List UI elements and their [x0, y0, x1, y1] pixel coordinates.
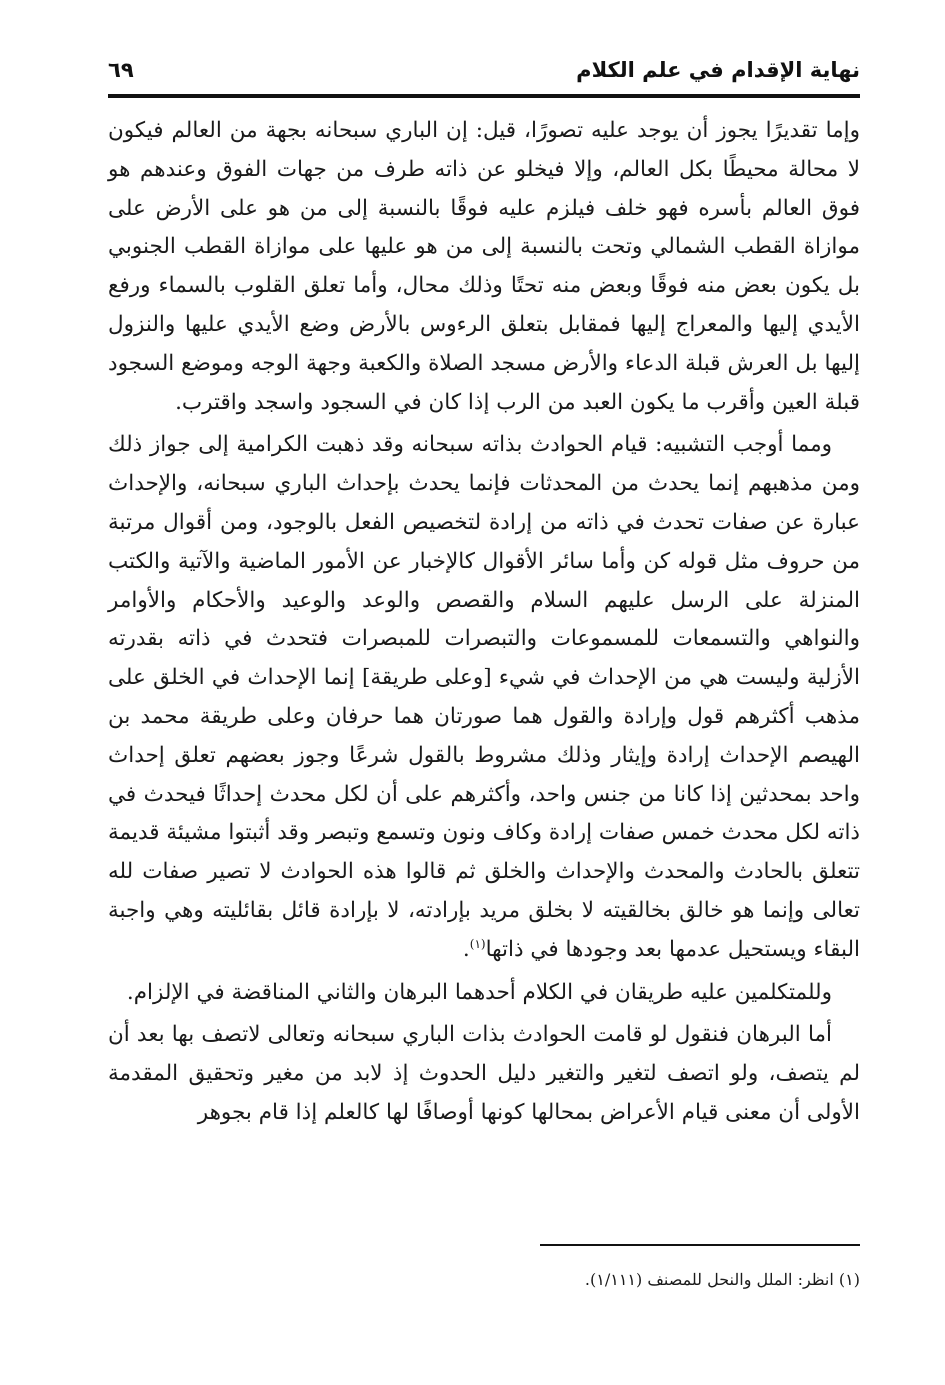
paragraph-end: . [462, 936, 470, 962]
footnote-rule [540, 1244, 860, 1246]
page-number: ٦٩ [108, 58, 134, 82]
paragraph-text: ومما أوجب التشبيه: قيام الحوادث بذاته سبحانه وقد ذهبت الكرامية إلى جواز ذلك ومن مذهبهم إنما يحدث من المحدثات فإنما يحدث بإحداث الباري سبحانه، والإحداث عبارة عن صفات تحدث في ذاته من إرادة لتخصيص الفعل بالوجود، ومن أقوال مرتبة من حروف مثل قوله كن وأما سائر الأقوال كالإخبار عن الأمور الماضية والآتية والكتب المنزلة على الرسل عليهم السلام والقصص والوعد والوعيد والأحكام والأوامر والنواهي والتسمعات للمسموعات والتبصرات للمبصرات فتحدث في ذاته بقدرته الأزلية وليست هي من الإحداث في شيء [وعلى طريقة] إنما الإحداث في الخلق على مذهب أكثرهم قول وإرادة والقول هما صورتان هما حرفان وعلى طريقة محمد بن الهيصم الإحداث إرادة وإيثار وذلك مشروط بالقول شرعًا وجوز بعضهم تعلق إحداث واحد بمحدثين إذا كانا من جنس واحد، وأكثرهم على أن لكل محدث إحداثًا فيحدث في ذاته لكل محدث خمس صفات إرادة وكاف ونون وتسمع وتبصر وقد أثبتوا مشيئة قديمة تتعلق بالحادث والمحدث والإحداث والخلق ثم قالوا هذه الحوادث لا تصير صفات لله تعالى وإنما هو خالق بخالقيته لا بخلق مريد بإرادته، لا بإرادة قائل بقائليته وهي واجبة البقاء ويستحيل عدمها بعد وجودها في ذاتها [108, 432, 860, 962]
book-title: نهاية الإقدام في علم الكلام [576, 58, 860, 82]
paragraph: وإما تقديرًا يجوز أن يوجد عليه تصورًا، قيل: إن الباري سبحانه بجهة من العالم فيكون لا محالة محيطًا بكل العالم، وإلا فيخلو عن ذاته طرف من جهات الفوق وعندهم هو فوق العالم بأسره فهو خلف فيلزم عليه فوقًا بالنسبة إلى من هو على الأرض على موازاة القطب الشمالي وتحت بالنسبة إلى من هو عليها على موازاة القطب الجنوبي بل يكون بعض منه فوقًا وبعض منه تحتًا وذلك محال، وأما تعلق القلوب بالسماء ورفع الأيدي إليها والمعراج إليها فمقابل بتعلق الرءوس بالأرض وضع الأيدي عليها والنزول إليها بل العرش قبلة الدعاء والأرض مسجد الصلاة والكعبة وجهة الوجه وموضع السجود قبلة العين وأقرب ما يكون العبد من الرب إذا كان في السجود واسجد واقترب. [108, 118, 860, 415]
paragraph: وللمتكلمين عليه طريقان في الكلام أحدهما البرهان والثاني المناقضة في الإلزام. [126, 979, 832, 1005]
running-header [108, 58, 860, 88]
paragraph [108, 426, 860, 969]
header-rule [108, 94, 860, 98]
footnote: (١) انظر: الملل والنحل للمصنف (١/١١١). [584, 1270, 860, 1289]
main-text [108, 112, 860, 1137]
paragraph: أما البرهان فنقول لو قامت الحوادث بذات الباري سبحانه وتعالى لاتصف بها بعد أن لم يتصف، ولو اتصف لتغير والتغير دليل الحدوث إذ لابد من مغير وتحقيق المقدمة الأولى أن معنى قيام الأعراض بمحالها كونها أوصافًا لها كالعلم إذا قام بجوهر [108, 1022, 860, 1125]
footnote-reference[interactable]: (١) [469, 936, 486, 951]
